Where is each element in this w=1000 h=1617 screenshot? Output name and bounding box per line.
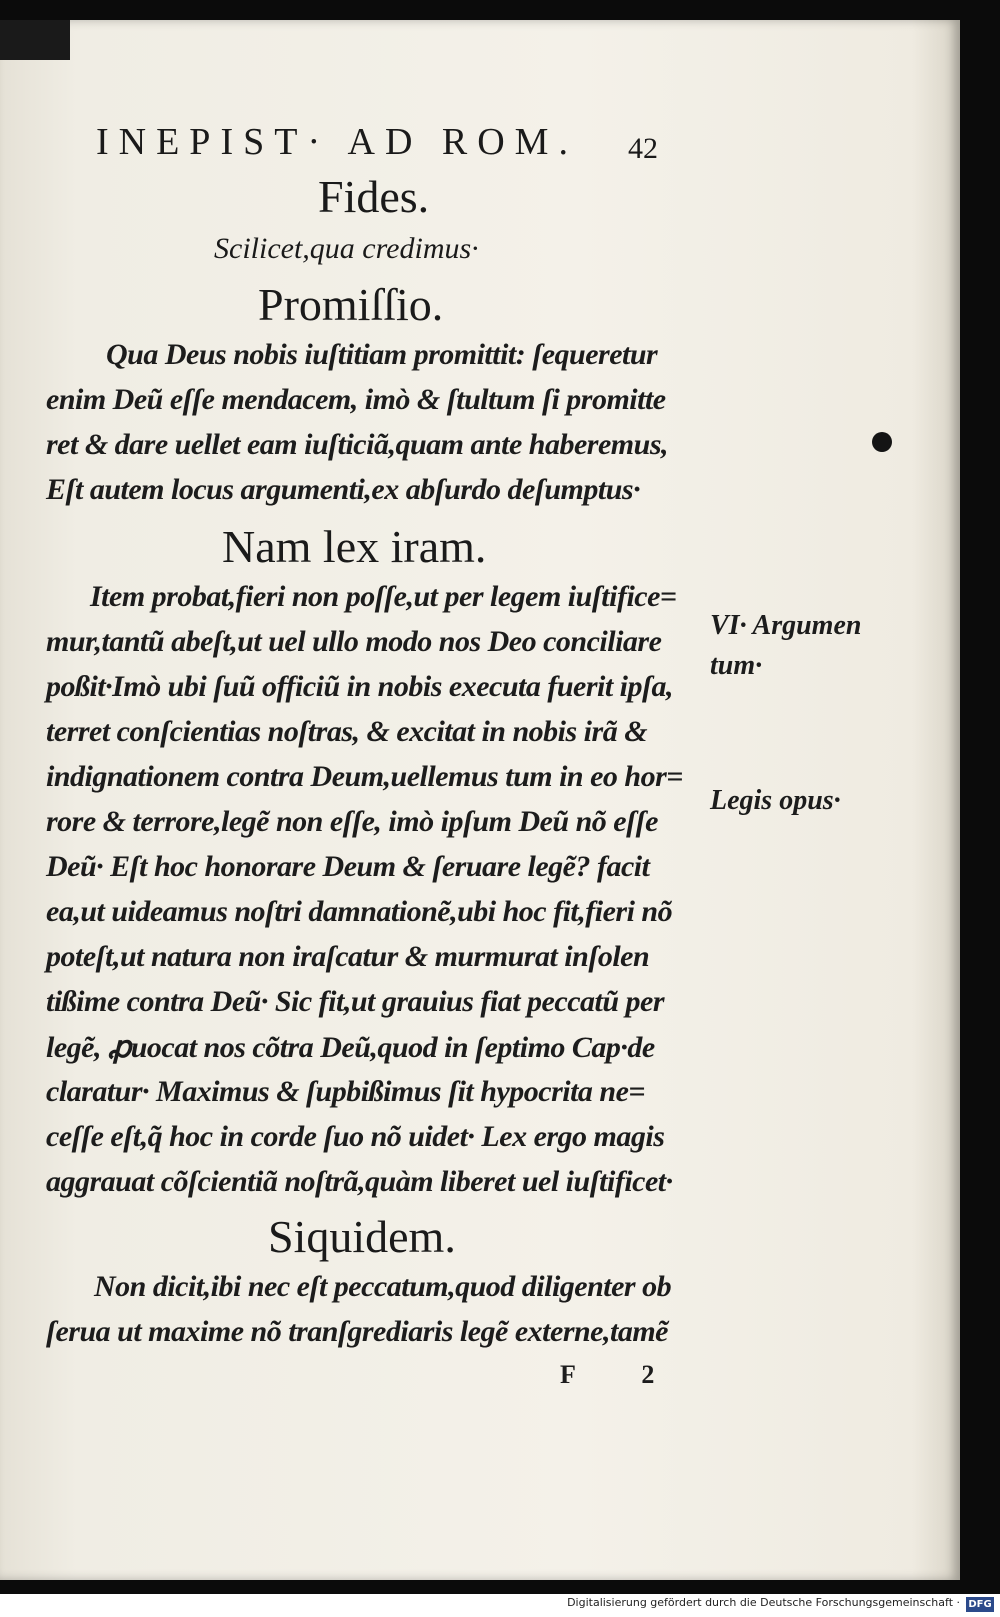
text-line: legẽ, ꝓuocat nos cõtra Deũ,quod in ſeptimo Cap·de [46, 1031, 655, 1064]
page-corner-shadow [0, 20, 70, 60]
text-line: ceſſe eſt,q̃ hoc in corde ſuo nõ uidet· Lex ergo magis [46, 1120, 665, 1153]
heading-promissio: Promiſſio. [258, 279, 444, 330]
running-head: INEPIST· AD ROM. [96, 121, 578, 163]
text-line: ea,ut uideamus noſtri damnationẽ,ubi hoc fit,fieri nõ [46, 895, 673, 928]
text-line: ret & dare uellet eam iuſticiã,quam ante haberemus, [46, 428, 668, 461]
margin-note-argumentum: VI· Argumen [710, 610, 862, 641]
text-line: Deũ· Eſt hoc honorare Deum & ſeruare legẽ? facit [46, 850, 650, 883]
dfg-logo: DFG [966, 1597, 994, 1612]
text-line: indignationem contra Deum,uellemus tum in eo hor= [46, 760, 683, 793]
text-line: Qua Deus nobis iuſtitiam promittit: ſequeretur [106, 338, 658, 371]
text-line: aggrauat cõſcientiã noſtrã,quàm liberet uel iuſtificet· [46, 1165, 673, 1198]
text-line: poteſt,ut natura non iraſcatur & murmurat inſolen [46, 940, 650, 973]
text-line: Eſt autem locus argumenti,ex abſurdo deſumptus· [46, 473, 641, 506]
text-line: Item probat,fieri non poſſe,ut per legem iuſtifice= [90, 580, 677, 613]
heading-fides: Fides. [318, 171, 430, 222]
text-line: poßit·Imò ubi ſuũ officiũ in nobis executa fuerit ipſa, [46, 670, 674, 703]
footer-credit: Digitalisierung gefördert durch die Deutsche Forschungsgemeinschaft · [567, 1596, 960, 1609]
heading-nam-lex-iram: Nam lex iram. [222, 521, 487, 572]
text-line: enim Deũ eſſe mendacem, imò & ſtultum ſi promitte [46, 383, 666, 416]
heading-siquidem: Siquidem. [268, 1211, 456, 1262]
text-line: terret conſcientias noſtras, & excitat in nobis irã & [46, 715, 648, 748]
text-line: tißime contra Deũ· Sic fit,ut grauius fiat peccatũ per [46, 985, 665, 1018]
margin-note-argumentum-cont: tum· [710, 650, 763, 681]
ink-blot [872, 432, 892, 452]
text-line: claratur· Maximus & ſupbißimus ſit hypocrita ne= [46, 1075, 646, 1108]
margin-note-legis-opus: Legis opus· [710, 785, 841, 816]
book-page [0, 20, 960, 1580]
text-line: rore & terrore,legẽ non eſſe, imò ipſum Deũ nõ eſſe [46, 805, 658, 838]
gloss-fides: Scilicet,qua credimus· [214, 232, 479, 265]
text-line: Non dicit,ibi nec eſt peccatum,quod diligenter ob [94, 1270, 672, 1303]
text-line: ſerua ut maxime nõ tranſgrediaris legẽ externe,tamẽ [46, 1315, 668, 1348]
text-line: mur,tantũ abeſt,ut uel ullo modo nos Deo conciliare [46, 625, 662, 658]
digitization-footer [0, 1594, 1000, 1617]
page-number: 42 [628, 132, 658, 165]
signature-mark: F 2 [560, 1360, 685, 1389]
